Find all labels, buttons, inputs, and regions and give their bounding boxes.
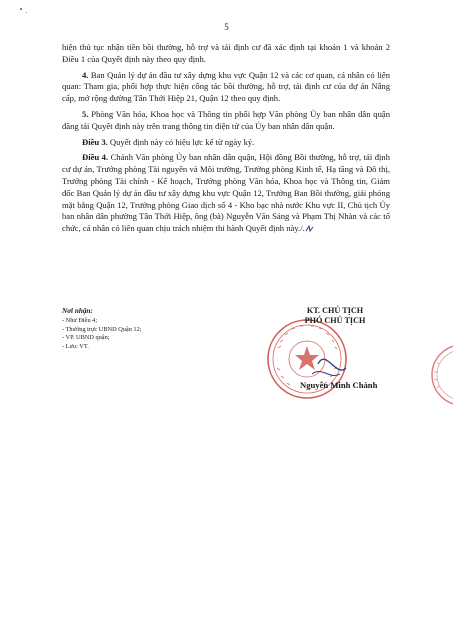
scan-speck bbox=[20, 8, 22, 10]
paragraph-text: Ban Quản lý dự án đầu tư xây dựng khu vực Quận 12 và các cơ quan, cá nhân có liên quan: Tham gia, phối hợp thực hiện công tác bồi thường, hỗ trợ, tái định cư của dự án Nâng cấp, mở rộng đường Tân Thới Hiệp 21, Quận 12 theo quy định. bbox=[62, 69, 390, 104]
paragraph-continuation: hiện thủ tục nhận tiền bồi thường, hỗ trợ và tái định cư đã xác định tại khoản 1 và khoản 2 Điều 1 của Quyết định này theo quy định. bbox=[62, 42, 390, 64]
document-body bbox=[62, 42, 390, 239]
scan-speck bbox=[26, 12, 27, 13]
signature-block bbox=[260, 306, 410, 327]
article-heading: Điều 4. bbox=[82, 152, 109, 163]
article-text: Quyết định này có hiệu lực kể từ ngày ký. bbox=[107, 136, 255, 147]
recipient-item: - Thường trực UBND Quận 12; bbox=[62, 325, 142, 333]
paragraph-item-5 bbox=[62, 109, 390, 133]
recipients-label: Nơi nhận: bbox=[62, 307, 93, 315]
paragraph-item-4 bbox=[62, 70, 390, 105]
recipient-item: - Như Điều 4; bbox=[62, 316, 98, 324]
item-number: 5. bbox=[82, 108, 89, 119]
article-text: Chánh Văn phòng Ủy ban nhân dân quận, Hội đồng Bồi thường, hỗ trợ, tái định cư dự án, Trưởng phòng Tài nguyên và Môi trường, Trưởng phòng Kinh tế, Hạ tầng và Đô thị, Trưởng phòng Tài chính - Kế hoạch, Trưởng phòng Văn hóa, Khoa học và Thông tin, Giám đốc Ban Quản lý dự án đầu tư xây dựng khu vực Quận 12, Trưởng Ban Bồi thường, giải phóng mặt bằng Quận 12, Trưởng phòng Giao dịch số 4 - Kho bạc nhà nước Khu vực II, Chủ tịch Ủy ban nhân dân phường Tân Thới Hiệp, ông (bà) Nguyễn Văn Sáng và Phạm Thị Nhàn và các tổ chức, cá nhân có liên quan chịu trách nhiệm thi hành Quyết định này./. bbox=[62, 152, 391, 234]
article-heading: Điều 3. bbox=[82, 136, 108, 147]
recipient-item: - Lưu: VT. bbox=[62, 343, 89, 351]
page-edge-seal-icon bbox=[428, 340, 453, 410]
signer-name: Nguyễn Minh Chánh bbox=[300, 380, 378, 390]
signer-title: PHÓ CHỦ TỊCH bbox=[304, 316, 366, 326]
page-number: 5 bbox=[224, 22, 229, 32]
initial-mark-icon bbox=[305, 225, 315, 233]
signer-authority: KT. CHỦ TỊCH bbox=[306, 306, 364, 315]
recipient-item: - VP. UBND quận; bbox=[62, 334, 110, 342]
paragraph-text: Phòng Văn hóa, Khoa học và Thông tin phối hợp Văn phòng Ủy ban nhân dân quận đăng tải Quyết định này trên trang thông tin điện tử của Ủy ban nhân dân quận. bbox=[62, 108, 390, 131]
article-3 bbox=[62, 137, 390, 149]
item-number: 4. bbox=[82, 69, 89, 80]
recipients-block bbox=[62, 307, 212, 352]
article-4 bbox=[62, 152, 390, 235]
